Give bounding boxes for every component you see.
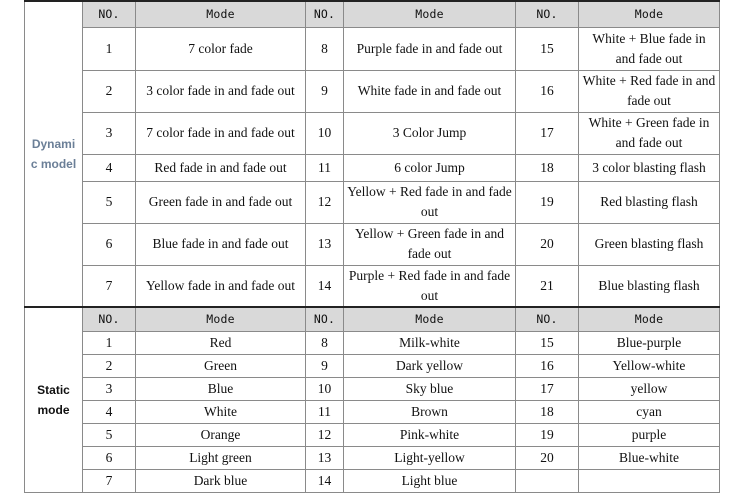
mode-name: Red fade in and fade out — [136, 154, 306, 181]
header-no: NO. — [306, 1, 344, 27]
header-no: NO. — [516, 307, 579, 331]
mode-number: 13 — [306, 223, 344, 265]
mode-name — [579, 469, 720, 492]
table-row — [25, 70, 720, 112]
mode-name: purple — [579, 423, 720, 446]
mode-number: 7 — [83, 265, 136, 307]
mode-name: 3 color fade in and fade out — [136, 70, 306, 112]
mode-name: Red — [136, 331, 306, 354]
header-mode: Mode — [136, 1, 306, 27]
mode-number: 15 — [516, 27, 579, 70]
mode-number: 12 — [306, 181, 344, 223]
mode-name: Red blasting flash — [579, 181, 720, 223]
header-no: NO. — [516, 1, 579, 27]
mode-number: 1 — [83, 331, 136, 354]
mode-number: 15 — [516, 331, 579, 354]
mode-name: 6 color Jump — [344, 154, 516, 181]
mode-name: Yellow-white — [579, 354, 720, 377]
mode-name: Pink-white — [344, 423, 516, 446]
table-row — [25, 400, 720, 423]
mode-number: 5 — [83, 423, 136, 446]
table-row — [25, 331, 720, 354]
mode-number: 13 — [306, 446, 344, 469]
mode-name: Yellow + Green fade in and fade out — [344, 223, 516, 265]
mode-number: 9 — [306, 70, 344, 112]
header-mode: Mode — [344, 307, 516, 331]
header-no: NO. — [83, 307, 136, 331]
header-no: NO. — [83, 1, 136, 27]
mode-name: cyan — [579, 400, 720, 423]
mode-name: Green blasting flash — [579, 223, 720, 265]
mode-name: Yellow fade in and fade out — [136, 265, 306, 307]
mode-number: 3 — [83, 112, 136, 154]
mode-number: 8 — [306, 27, 344, 70]
mode-name: Blue-white — [579, 446, 720, 469]
table-row — [25, 154, 720, 181]
mode-name: Light blue — [344, 469, 516, 492]
mode-name: Dark blue — [136, 469, 306, 492]
mode-number: 7 — [83, 469, 136, 492]
mode-number: 6 — [83, 223, 136, 265]
mode-name: White + Green fade in and fade out — [579, 112, 720, 154]
mode-name: Purple fade in and fade out — [344, 27, 516, 70]
mode-number: 11 — [306, 154, 344, 181]
mode-name: yellow — [579, 377, 720, 400]
mode-number: 17 — [516, 377, 579, 400]
mode-name: White fade in and fade out — [344, 70, 516, 112]
mode-number: 9 — [306, 354, 344, 377]
mode-name: Green — [136, 354, 306, 377]
mode-number: 14 — [306, 469, 344, 492]
mode-name: Sky blue — [344, 377, 516, 400]
mode-number — [516, 469, 579, 492]
mode-number: 21 — [516, 265, 579, 307]
dynamic-group-label: Dynamic model — [25, 1, 83, 307]
mode-number: 20 — [516, 446, 579, 469]
mode-number: 18 — [516, 154, 579, 181]
static-group-label: Static mode — [25, 307, 83, 492]
mode-name: Dark yellow — [344, 354, 516, 377]
table-row — [25, 354, 720, 377]
mode-name: Orange — [136, 423, 306, 446]
mode-name: White + Red fade in and fade out — [579, 70, 720, 112]
table-row — [25, 469, 720, 492]
table-row — [25, 377, 720, 400]
table-row — [25, 181, 720, 223]
mode-name: Brown — [344, 400, 516, 423]
mode-number: 6 — [83, 446, 136, 469]
mode-number: 11 — [306, 400, 344, 423]
mode-number: 16 — [516, 70, 579, 112]
mode-table — [24, 0, 720, 493]
header-mode: Mode — [344, 1, 516, 27]
mode-number: 1 — [83, 27, 136, 70]
mode-name: Light green — [136, 446, 306, 469]
mode-number: 20 — [516, 223, 579, 265]
mode-name: Light-yellow — [344, 446, 516, 469]
header-no: NO. — [306, 307, 344, 331]
dynamic-section — [25, 1, 720, 307]
mode-number: 17 — [516, 112, 579, 154]
table-row — [25, 446, 720, 469]
mode-number: 3 — [83, 377, 136, 400]
table-row — [25, 265, 720, 307]
dynamic-header-row — [25, 1, 720, 27]
mode-number: 4 — [83, 400, 136, 423]
mode-number: 4 — [83, 154, 136, 181]
mode-name: Purple + Red fade in and fade out — [344, 265, 516, 307]
mode-number: 19 — [516, 423, 579, 446]
table-row — [25, 423, 720, 446]
mode-number: 10 — [306, 377, 344, 400]
header-mode: Mode — [136, 307, 306, 331]
header-mode: Mode — [579, 307, 720, 331]
mode-name: White — [136, 400, 306, 423]
table-row — [25, 112, 720, 154]
mode-name: Yellow + Red fade in and fade out — [344, 181, 516, 223]
table-row — [25, 223, 720, 265]
static-header-row — [25, 307, 720, 331]
header-mode: Mode — [579, 1, 720, 27]
mode-name: 3 color blasting flash — [579, 154, 720, 181]
mode-number: 18 — [516, 400, 579, 423]
mode-number: 2 — [83, 70, 136, 112]
mode-number: 12 — [306, 423, 344, 446]
mode-name: White + Blue fade in and fade out — [579, 27, 720, 70]
mode-name: 3 Color Jump — [344, 112, 516, 154]
mode-number: 19 — [516, 181, 579, 223]
mode-number: 5 — [83, 181, 136, 223]
mode-name: Milk-white — [344, 331, 516, 354]
static-section — [25, 307, 720, 492]
mode-number: 8 — [306, 331, 344, 354]
mode-name: Blue — [136, 377, 306, 400]
mode-number: 16 — [516, 354, 579, 377]
mode-name: 7 color fade — [136, 27, 306, 70]
mode-number: 14 — [306, 265, 344, 307]
mode-name: 7 color fade in and fade out — [136, 112, 306, 154]
mode-number: 10 — [306, 112, 344, 154]
mode-name: Blue fade in and fade out — [136, 223, 306, 265]
mode-name: Green fade in and fade out — [136, 181, 306, 223]
mode-name: Blue blasting flash — [579, 265, 720, 307]
mode-name: Blue-purple — [579, 331, 720, 354]
mode-number: 2 — [83, 354, 136, 377]
table-row — [25, 27, 720, 70]
